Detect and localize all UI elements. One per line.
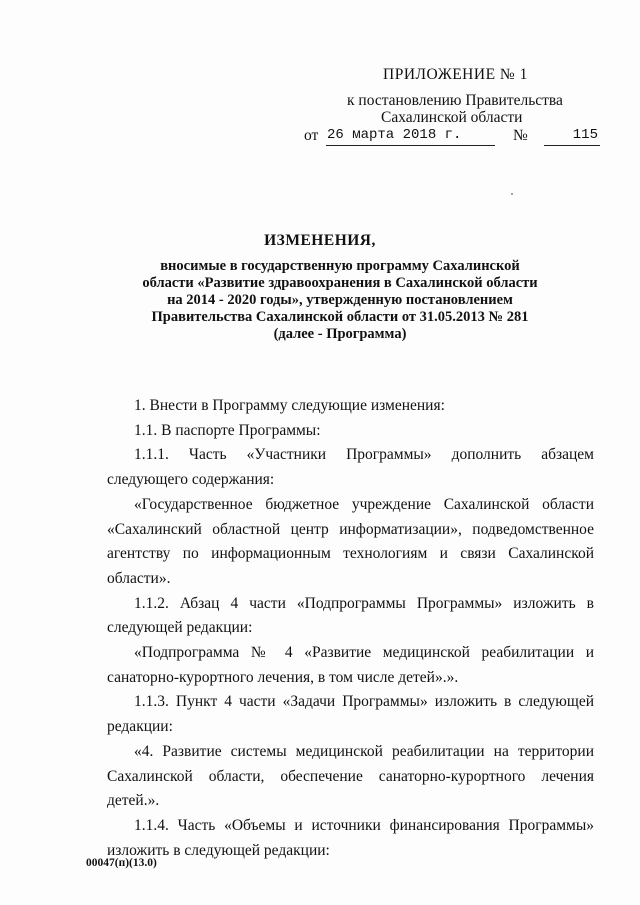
- resolution-number: 115: [544, 127, 600, 146]
- appendix-region-line: Сахалинской области: [381, 109, 523, 126]
- paragraph: 1.1.2. Абзац 4 части «Подпрограммы Программы» изложить в следующей редакции:: [107, 594, 594, 637]
- paragraph: «Государственное бюджетное учреждение Сахалинской области «Сахалинский областной центр информатизации», подведомственное агентству по информационным технологиям и связи Сахалинской области».: [107, 495, 594, 587]
- document-heading: ИЗМЕНЕНИЯ,: [264, 232, 376, 249]
- document-code: 00047(п)(13.0): [86, 857, 157, 869]
- paragraph: 1.1.3. Пункт 4 части «Задачи Программы» изложить в следующей редакции:: [107, 693, 594, 736]
- paragraph: 1.1. В паспорте Программы:: [134, 421, 321, 439]
- document-body: [107, 394, 594, 863]
- date-prefix: от: [304, 127, 319, 144]
- resolution-date: 26 марта 2018 г.: [326, 127, 495, 146]
- paragraph: 1.1.1. Часть «Участники Программы» дополнить абзацем следующего содержания:: [107, 446, 594, 489]
- paragraph: 1. Внести в Программу следующие изменения:: [134, 397, 445, 414]
- appendix-title: ПРИЛОЖЕНИЕ № 1: [383, 66, 528, 83]
- paragraph: «Подпрограмма № 4 «Развитие медицинской реабилитации и санаторно-курортного лечения, в том числе детей».».: [107, 644, 594, 686]
- appendix-resolution-line: к постановлению Правительства: [347, 92, 563, 109]
- paragraph: «4. Развитие системы медицинской реабилитации на территории Сахалинской области, обеспечение санаторно-курортного лечения детей.».: [107, 742, 594, 810]
- paragraph: 1.1.4. Часть «Объемы и источники финансирования Программы» изложить в следующей редакции:: [107, 816, 594, 859]
- document-subheading: вносимые в государственную программу Сахалинской области «Развитие здравоохранения в Сахалинской области на 2014 - 2020 годы», утвержденную постановлением Правительства Сахалинской области от 31.05.2013 № 281 (далее - Программа): [142, 258, 538, 342]
- scan-speck: [511, 193, 513, 195]
- number-sign: №: [513, 127, 528, 144]
